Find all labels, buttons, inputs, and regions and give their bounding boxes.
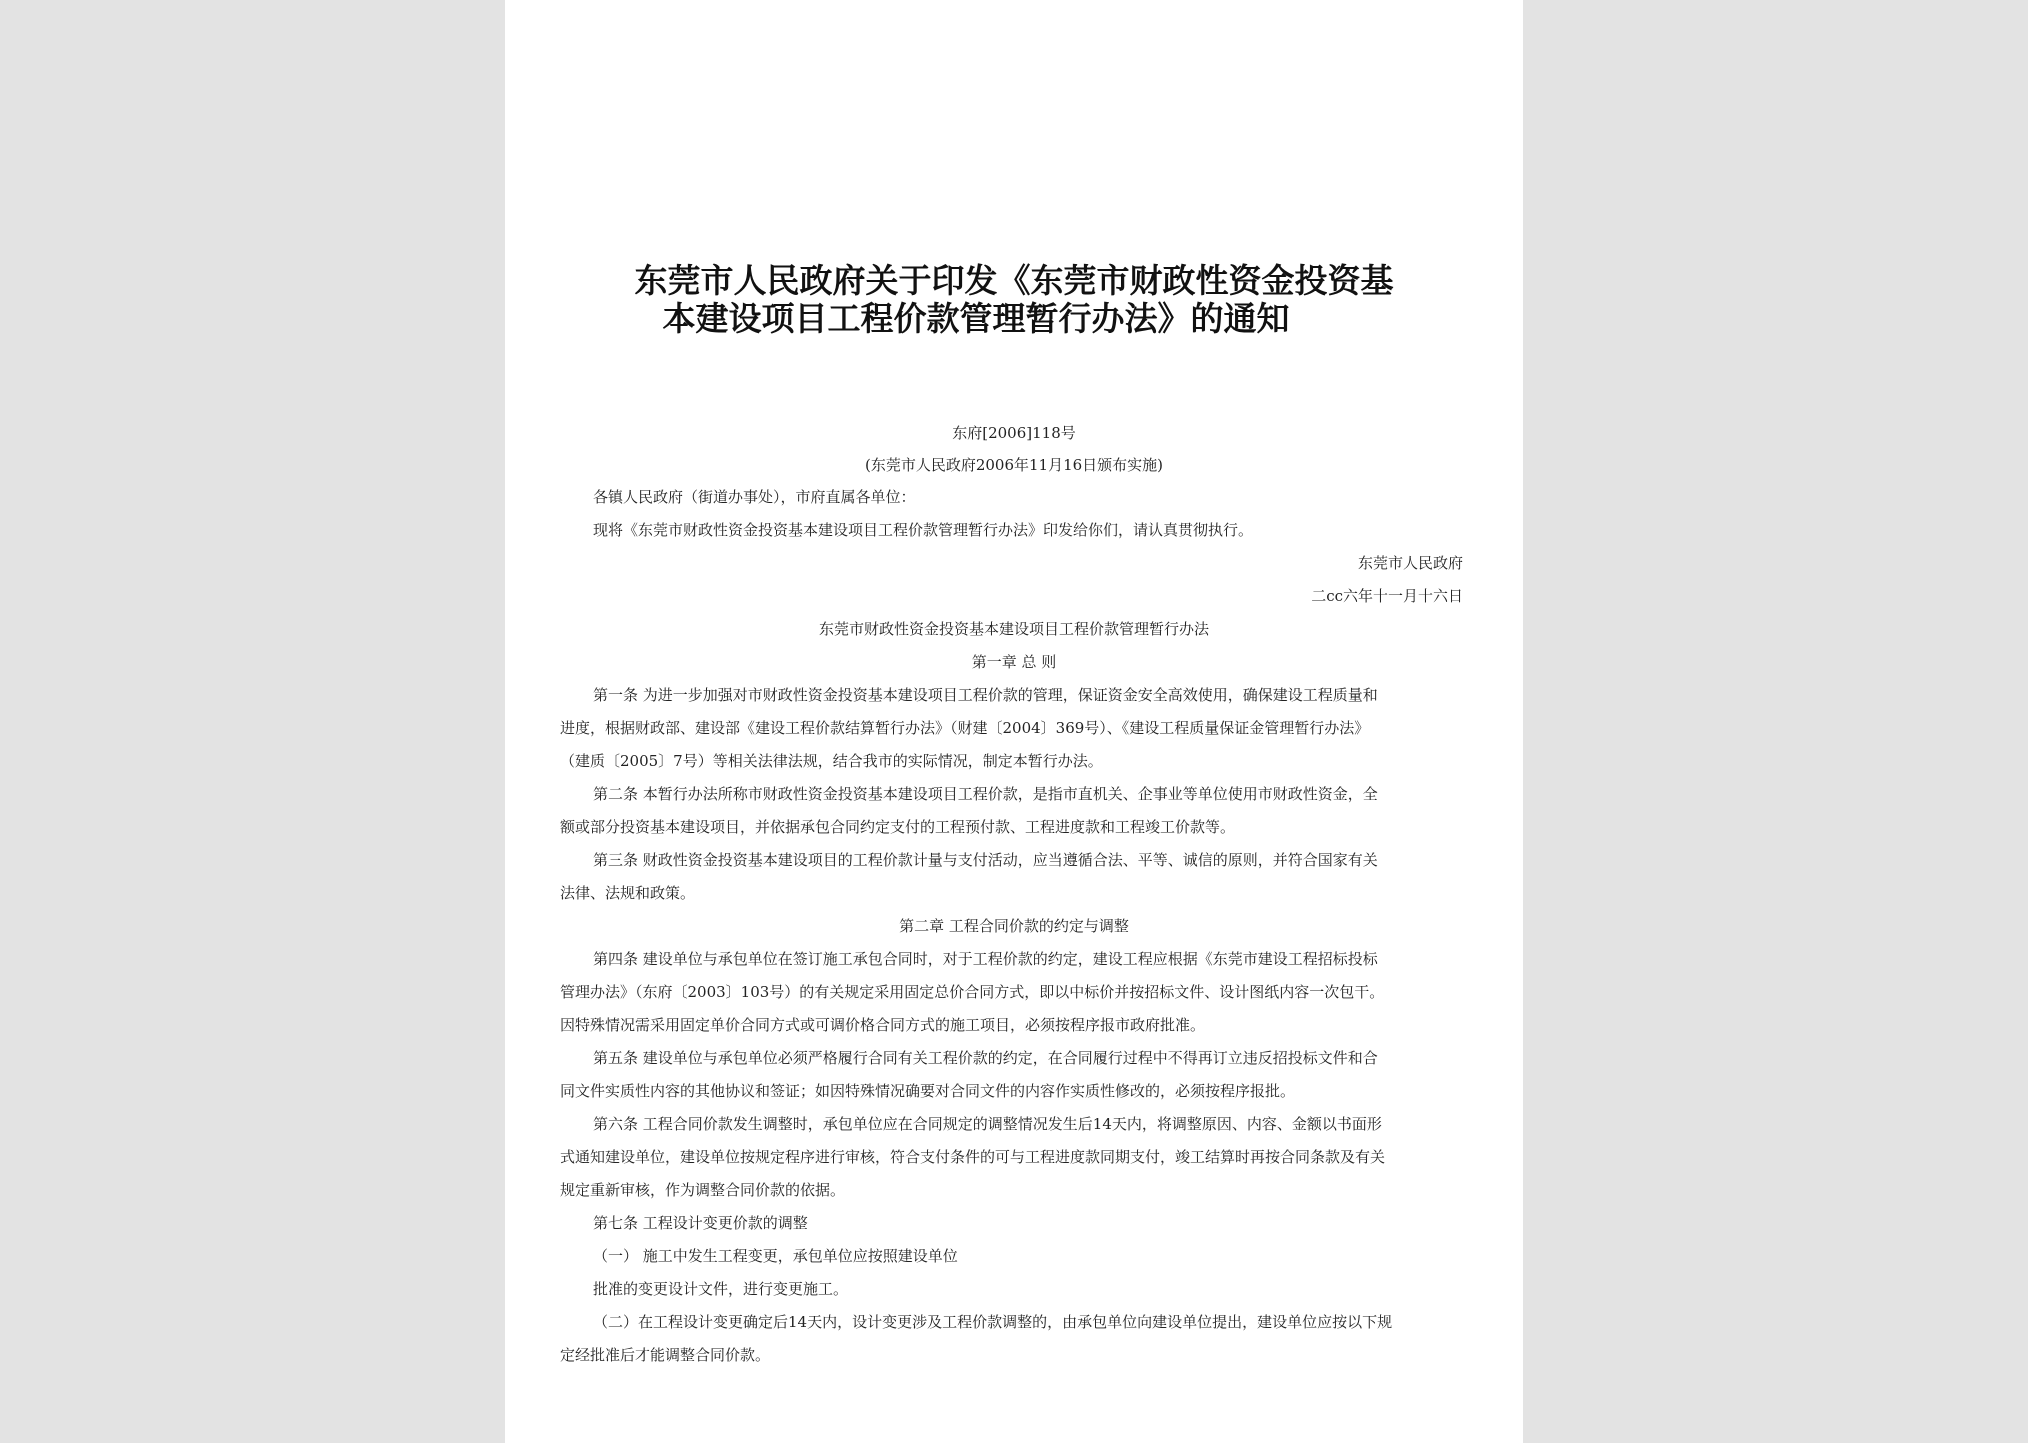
- article-6-line-2: 式通知建设单位，建设单位按规定程序进行审核，符合支付条件的可与工程进度款同期支付，竣工结算时再按合同条款及有关: [560, 1148, 1386, 1166]
- article-7-item-2-line-1: （二）在工程设计变更确定后14天内，设计变更涉及工程价款调整的，由承包单位向建设单位提出，建设单位应按以下规: [593, 1313, 1393, 1331]
- document-title: [505, 262, 1523, 338]
- chapter-2-title: 第二章 工程合同价款的约定与调整: [899, 917, 1129, 935]
- article-2-line-1: 第二条 本暂行办法所称市财政性资金投资基本建设项目工程价款，是指市直机关、企事业等单位使用市财政性资金，全: [593, 785, 1378, 803]
- article-5-line-1: 第五条 建设单位与承包单位必须严格履行合同有关工程价款的约定，在合同履行过程中不得再订立违反招投标文件和合: [593, 1049, 1378, 1067]
- article-4-line-2: 管理办法》（东府〔2003〕103号）的有关规定采用固定总价合同方式，即以中标价并按招标文件、设计图纸内容一次包干。: [560, 983, 1385, 1001]
- document-page: [505, 0, 1523, 1443]
- signature-date: 二cc六年十一月十六日: [1311, 587, 1463, 605]
- article-5-line-2: 同文件实质性内容的其他协议和签证；如因特殊情况确要对合同文件的内容作实质性修改的，必须按程序报批。: [560, 1082, 1296, 1100]
- article-3-line-1: 第三条 财政性资金投资基本建设项目的工程价款计量与支付活动，应当遵循合法、平等、诚信的原则，并符合国家有关: [593, 851, 1378, 869]
- doc-number: 东府[2006]118号: [952, 424, 1076, 442]
- title-line-2: 本建设项目工程价款管理暂行办法》的通知: [662, 299, 1290, 338]
- article-7-title: 第七条 工程设计变更价款的调整: [593, 1214, 808, 1232]
- article-7-item-2-line-2: 定经批准后才能调整合同价款。: [560, 1346, 771, 1364]
- article-2-line-2: 额或部分投资基本建设项目，并依据承包合同约定支付的工程预付款、工程进度款和工程竣工价款等。: [560, 818, 1236, 836]
- chapter-1-title: 第一章 总 则: [971, 653, 1057, 671]
- article-1-line-3: （建质〔2005〕7号）等相关法律法规，结合我市的实际情况，制定本暂行办法。: [560, 752, 1103, 770]
- article-3-line-2: 法律、法规和政策。: [560, 884, 696, 902]
- article-4-line-1: 第四条 建设单位与承包单位在签订施工承包合同时，对于工程价款的约定，建设工程应根据《东莞市建设工程招标投标: [593, 950, 1378, 968]
- issue-note: (东莞市人民政府2006年11月16日颁布实施): [864, 456, 1164, 474]
- measures-title: 东莞市财政性资金投资基本建设项目工程价款管理暂行办法: [818, 620, 1209, 638]
- addressee: 各镇人民政府（街道办事处），市府直属各单位：: [593, 488, 916, 506]
- notice-text: 现将《东莞市财政性资金投资基本建设项目工程价款管理暂行办法》印发给你们，请认真贯彻执行。: [593, 521, 1254, 539]
- article-7-item-1-line-2: 批准的变更设计文件，进行变更施工。: [593, 1280, 849, 1298]
- article-4-line-3: 因特殊情况需采用固定单价合同方式或可调价格合同方式的施工项目，必须按程序报市政府批准。: [560, 1016, 1206, 1034]
- article-6-line-3: 规定重新审核，作为调整合同价款的依据。: [560, 1181, 846, 1199]
- article-7-item-1-line-1: （一） 施工中发生工程变更，承包单位应按照建设单位: [593, 1247, 958, 1265]
- article-1-line-1: 第一条 为进一步加强对市财政性资金投资基本建设项目工程价款的管理，保证资金安全高效使用，确保建设工程质量和: [593, 686, 1378, 704]
- title-line-1: 东莞市人民政府关于印发《东莞市财政性资金投资基: [634, 261, 1394, 300]
- signature-org: 东莞市人民政府: [1357, 554, 1463, 572]
- article-6-line-1: 第六条 工程合同价款发生调整时，承包单位应在合同规定的调整情况发生后14天内，将调整原因、内容、金额以书面形: [593, 1115, 1382, 1133]
- article-1-line-2: 进度，根据财政部、建设部《建设工程价款结算暂行办法》（财建〔2004〕369号）、《建设工程质量保证金管理暂行办法》: [560, 719, 1370, 737]
